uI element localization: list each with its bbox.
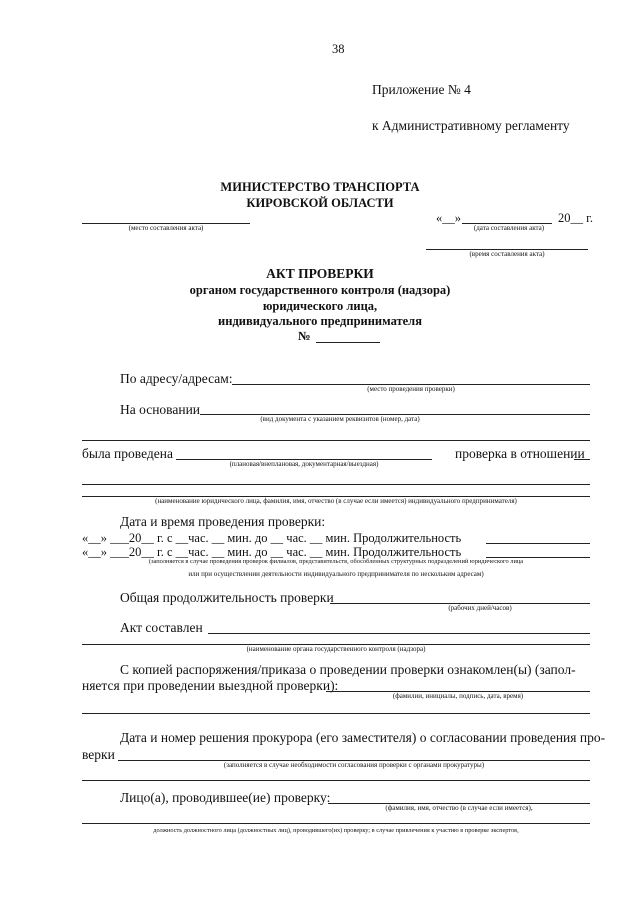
compiled-line [208, 633, 590, 634]
act-title: АКТ ПРОВЕРКИ [266, 266, 374, 281]
time-caption: (время составления акта) [469, 250, 545, 258]
act-line2: юридического лица, [262, 299, 378, 313]
copy-text-2: няется при проведении выездной проверки): [82, 678, 339, 693]
prosecutor-text-1: Дата и номер решения прокурора (его заместителя) о согласовании проведения про- [120, 730, 606, 745]
datetime-caption2: или при осуществлении деятельности индивидуального предпринимателя по нескольким адресам) [188, 570, 484, 578]
basis-line-2 [82, 440, 590, 441]
datetime-caption1: (заполняется в случае проведения проверок филиалов, представительств, обособленных структурных подразделений юридического лица [148, 558, 524, 565]
act-line1: органом государственного контроля (надзора) [189, 283, 451, 297]
datetime-label: Дата и время проведения проверки: [120, 514, 326, 529]
appendix-subtitle: к Административному регламенту [372, 118, 570, 133]
date-caption: (дата составления акта) [473, 224, 545, 232]
act-number-label: № [298, 329, 311, 343]
conducted-caption: (плановая/внеплановая, документарная/выездная) [229, 460, 379, 468]
conducted-label: была проведена [82, 446, 173, 461]
basis-label: На основании [120, 402, 201, 417]
appendix-title: Приложение № 4 [372, 82, 471, 97]
act-number-line [316, 342, 380, 343]
entity-line-1 [82, 484, 590, 485]
place-caption: (место составления акта) [128, 224, 204, 232]
total-duration-label: Общая продолжительность проверки [120, 590, 334, 605]
page-number: 38 [332, 42, 345, 56]
entity-caption: (наименование юридического лица, фамилия, имя, отчество (в случае если имеется) индивидуального предпринимателя) [155, 497, 517, 505]
total-duration-caption: (рабочих дней/часов) [448, 604, 512, 612]
copy-line-2 [82, 713, 590, 714]
ministry-line2: КИРОВСКОЙ ОБЛАСТИ [246, 196, 394, 210]
act-line3: индивидуального предпринимателя [218, 314, 422, 328]
datetime-row1: «__» ___20__ г. с __час. __ мин. до __ час. __ мин. Продолжительность [82, 531, 462, 545]
in-relation-label: проверка в отношении [455, 446, 585, 461]
prosecutor-line-2 [82, 780, 590, 781]
address-label: По адресу/адресам: [120, 371, 233, 386]
persons-caption-2: должность должностного лица (должностных лиц), проводившего(их) проверку; в случае привлечения к участию в проверке экспертов, [153, 827, 519, 834]
persons-line-2 [82, 823, 590, 824]
prosecutor-text-2: верки [82, 747, 115, 762]
persons-label: Лицо(а), проводившее(ие) проверку: [120, 790, 331, 805]
date-open: «__» [436, 211, 461, 225]
copy-caption: (фамилии, инициалы, подпись, дата, время) [392, 692, 524, 700]
compiled-label: Акт составлен [120, 620, 203, 635]
basis-caption: (вид документа с указанием реквизитов (номер, дата) [260, 415, 420, 423]
copy-text-1: С копией распоряжения/приказа о проведении проверки ознакомлен(ы) (запол- [120, 662, 576, 677]
datetime-row1-line [486, 543, 590, 544]
persons-caption: (фамилия, имя, отчество (в случае если имеется), [385, 804, 533, 812]
address-caption: (место проведения проверки) [367, 385, 455, 393]
ministry-line1: МИНИСТЕРСТВО ТРАНСПОРТА [220, 180, 420, 194]
in-relation-line [574, 459, 590, 460]
date-year: 20__ г. [558, 211, 593, 225]
compiled-caption: (наименование органа государственного контроля (надзора) [246, 645, 426, 653]
datetime-row2: «__» ___20__ г. с __час. __ мин. до __ час. __ мин. Продолжительность [82, 545, 462, 559]
prosecutor-caption: (заполняется в случае необходимости согласования проверки с органами прокуратуры) [223, 761, 485, 769]
